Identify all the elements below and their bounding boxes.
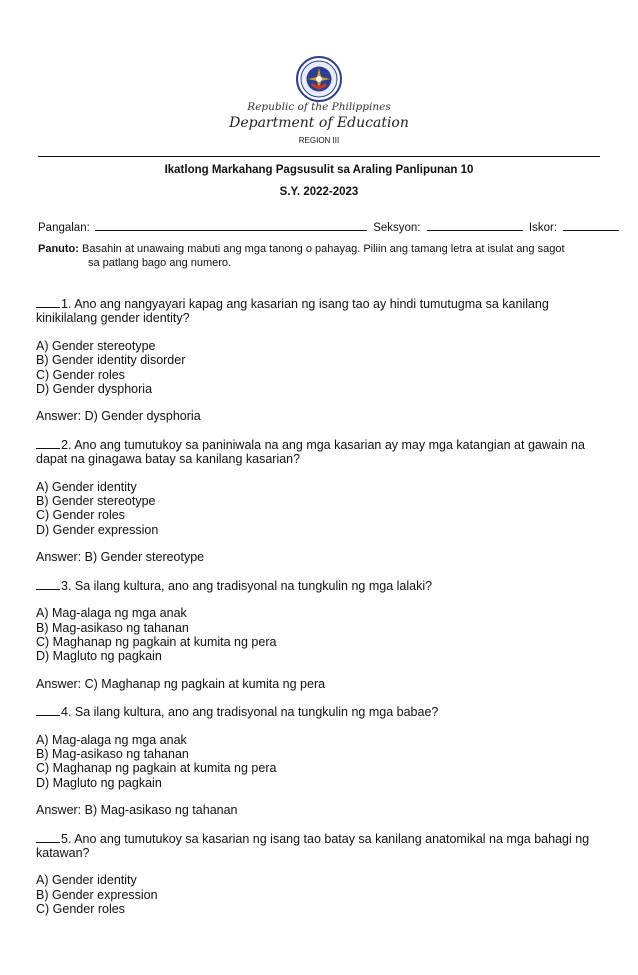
choice-4d: D) Magluto ng pagkain xyxy=(36,775,162,790)
instructions-text-line1: Basahin at unawaing mabuti ang mga tanong o pahayag. Piliin ang tamang letra at isulat ang sagot xyxy=(82,243,565,255)
question-text-5: 5. Ano ang tumutukoy sa kasarian ng isang tao batay sa kanilang anatomikal na mga bahagi ng katawan? xyxy=(36,831,590,860)
answer-blank-2[interactable] xyxy=(36,437,60,449)
exam-title: Ikatlong Markahang Pagsusulit sa Araling Panlipunan 10 xyxy=(164,164,474,176)
instructions xyxy=(38,242,598,270)
choices-2 xyxy=(36,480,598,538)
choice-2b: B) Gender stereotype xyxy=(36,494,156,509)
choice-3c: C) Maghanap ng pagkain at kumita ng pera xyxy=(36,634,277,649)
instructions-text-line2: sa patlang bago ang numero. xyxy=(88,257,232,269)
choice-1a: A) Gender stereotype xyxy=(36,338,156,353)
student-fields xyxy=(38,219,619,234)
answer-blank-1[interactable] xyxy=(36,296,60,308)
choice-5c: C) Gender roles xyxy=(36,902,125,917)
answer-blank-4[interactable] xyxy=(36,704,60,716)
section-label: Seksyon: xyxy=(373,222,421,234)
question-text-4: 4. Sa ilang kultura, ano ang tradisyonal na tungkulin ng mga babae? xyxy=(61,705,439,720)
region-label: REGION III xyxy=(298,136,340,145)
choice-5a: A) Gender identity xyxy=(36,873,137,888)
question-4 xyxy=(36,704,598,719)
choice-2d: D) Gender expression xyxy=(36,522,159,537)
question-text-1: 1. Ano ang nangyayari kapag ang kasarian ng isang tao ay hindi tumutugma sa kanilang kinikilalang gender identity? xyxy=(36,297,549,326)
choice-4a: A) Mag-alaga ng mga anak xyxy=(36,732,187,747)
question-3 xyxy=(36,578,598,593)
questions-list xyxy=(36,296,598,930)
question-text-2: 2. Ano ang tumutukoy sa paniniwala na ang mga kasarian ay may mga katangian at gawain na dapat na ginagawa batay sa kanilang kasarian? xyxy=(36,437,585,467)
choice-2c: C) Gender roles xyxy=(36,508,125,523)
choices-4 xyxy=(36,733,598,791)
section-blank[interactable] xyxy=(427,219,523,231)
header-divider xyxy=(38,156,600,157)
choice-1b: B) Gender identity disorder xyxy=(36,353,186,368)
score-label: Iskor: xyxy=(528,222,558,234)
answer-2: Answer: B) Gender stereotype xyxy=(36,550,205,565)
answer-3: Answer: C) Maghanap ng pagkain at kumita ng pera xyxy=(36,676,326,691)
answer-1: Answer: D) Gender dysphoria xyxy=(36,409,201,424)
choices-1 xyxy=(36,339,598,397)
choice-1c: C) Gender roles xyxy=(36,367,125,382)
choices-5 xyxy=(36,873,598,916)
answer-blank-3[interactable] xyxy=(36,578,60,590)
choice-4b: B) Mag-asikaso ng tahanan xyxy=(36,746,189,761)
score-blank[interactable] xyxy=(563,219,619,231)
choice-3b: B) Mag-asikaso ng tahanan xyxy=(36,620,189,635)
question-text-3: 3. Sa ilang kultura, ano ang tradisyonal na tungkulin ng mga lalaki? xyxy=(61,578,433,593)
choice-3a: A) Mag-alaga ng mga anak xyxy=(36,606,187,621)
answer-4: Answer: B) Mag-asikaso ng tahanan xyxy=(36,803,238,818)
answer-blank-5[interactable] xyxy=(36,831,60,843)
choice-1d: D) Gender dysphoria xyxy=(36,382,153,397)
school-year: S.Y. 2022-2023 xyxy=(279,186,359,198)
name-blank[interactable] xyxy=(95,219,367,231)
department-heading: Department of Education xyxy=(229,115,409,131)
choice-2a: A) Gender identity xyxy=(36,479,137,494)
choice-3d: D) Magluto ng pagkain xyxy=(36,649,162,664)
choice-5b: B) Gender expression xyxy=(36,887,158,902)
instructions-label: Panuto: xyxy=(38,243,79,255)
name-label: Pangalan: xyxy=(38,222,90,234)
question-1 xyxy=(36,296,598,326)
choices-3 xyxy=(36,606,598,664)
republic-heading: Republic of the Philippines xyxy=(247,101,391,113)
question-5 xyxy=(36,831,598,861)
question-2 xyxy=(36,437,598,467)
deped-seal-icon xyxy=(290,55,348,103)
choice-4c: C) Maghanap ng pagkain at kumita ng pera xyxy=(36,761,277,776)
